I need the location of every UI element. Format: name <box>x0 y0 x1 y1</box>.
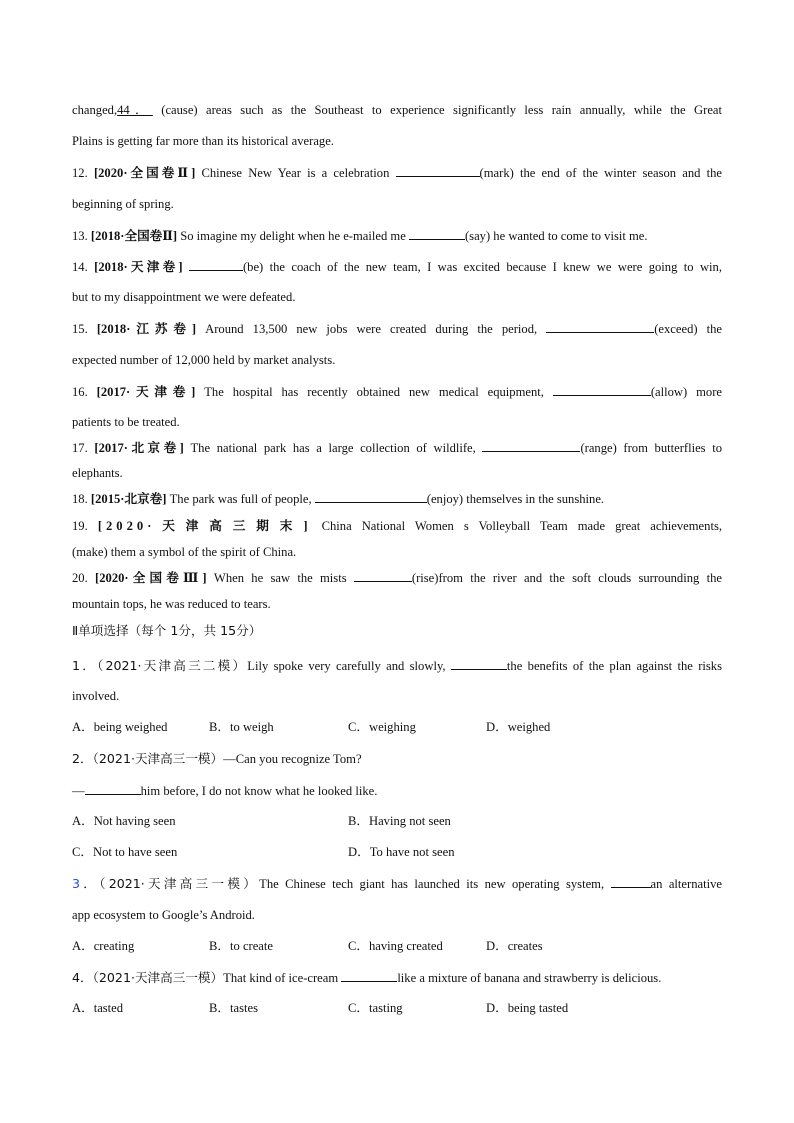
text-line: app ecosystem to Google’s Android. <box>72 908 255 922</box>
question-19 <box>72 518 722 534</box>
question-18 <box>72 490 722 507</box>
text-line: but to my disappointment we were defeated. <box>72 290 296 304</box>
option-d: D．To have not seen <box>348 845 455 859</box>
mc-question-3 <box>72 875 722 892</box>
answer-blank <box>341 969 397 982</box>
mc-question-1 <box>72 657 722 674</box>
option-c: C．weighing <box>348 720 416 734</box>
text-line: expected number of 12,000 held by market analysts. <box>72 353 336 367</box>
text: (enjoy) themselves in the sunshine. <box>426 492 605 506</box>
text: The hospital has recently obtained new medical equipment, <box>195 385 553 399</box>
answer-blank <box>396 164 480 177</box>
answer-blank <box>315 490 427 503</box>
question-16 <box>72 383 722 400</box>
option-c: C．having created <box>348 939 443 953</box>
option-d: D．being tasted <box>486 1001 569 1015</box>
answer-blank <box>189 258 243 271</box>
text-line <box>72 102 722 118</box>
text-line: Plains is getting far more than its historical average. <box>72 134 334 148</box>
source-tag: [2015·北京卷] <box>90 492 167 506</box>
section-title: Ⅱ单项选择（每个 1分，共 15分） <box>72 623 262 638</box>
text: like a mixture of banana and strawberry is delicious. <box>397 971 662 985</box>
q-number: 20. <box>72 571 88 585</box>
text: Around 13,500 new jobs were created during the period, <box>196 322 547 336</box>
text: an alternative <box>650 877 722 891</box>
option-b: B．Having not seen <box>348 814 451 828</box>
text: changed, <box>72 103 118 117</box>
source-tag: [2018·天津卷] <box>94 260 183 274</box>
question-12 <box>72 164 722 181</box>
text: him before, I do not know what he looked like. <box>140 784 378 798</box>
q-number: 16. <box>72 385 88 399</box>
text-line: involved. <box>72 689 120 703</box>
q-number: 17. <box>72 441 88 455</box>
q-number: 3 <box>72 876 81 891</box>
option-a: A．creating <box>72 939 135 953</box>
question-15 <box>72 320 722 337</box>
answer-blank <box>553 383 651 396</box>
text: The Chinese tech giant has launched its new operating system, <box>259 877 611 891</box>
text-line: beginning of spring. <box>72 197 174 211</box>
text: — <box>72 784 85 798</box>
text: The park was full of people, <box>166 492 315 506</box>
text-line: patients to be treated. <box>72 415 180 429</box>
q-number: 18. <box>72 492 88 506</box>
text: (say) he wanted to come to visit me. <box>464 229 648 243</box>
answer-blank <box>451 657 507 670</box>
source-tag: [2020·天津高三期末] <box>97 519 312 533</box>
option-a: A．being weighed <box>72 720 168 734</box>
question-17 <box>72 439 722 456</box>
text-line: elephants. <box>72 466 123 480</box>
answer-blank <box>409 227 465 240</box>
q-head: 2．（2021·天津高三一模） <box>72 751 224 766</box>
text: (cause) areas such as the Southeast to experience significantly less rain annually, while the Great <box>152 103 723 117</box>
text: Lily spoke very carefully and slowly, <box>247 659 451 673</box>
text: (rise)from the river and the soft clouds surrounding the <box>411 571 722 585</box>
q-head: ．（2021·天津高三一模） <box>80 876 260 891</box>
text: Chinese New Year is a celebration <box>195 166 396 180</box>
question-20 <box>72 569 722 586</box>
text: When he saw the mists <box>206 571 354 585</box>
text: (exceed) the <box>654 322 723 336</box>
source-tag: [2020·全国卷Ⅲ] <box>95 571 207 585</box>
source-tag: [2018·全国卷Ⅱ] <box>90 229 178 243</box>
mc-question-2 <box>72 751 722 767</box>
option-c: C．tasting <box>348 1001 403 1015</box>
option-d: D．creates <box>486 939 543 953</box>
text: The national park has a large collection of wildlife, <box>183 441 483 455</box>
q-number: 15. <box>72 322 88 336</box>
text: (allow) more <box>650 385 723 399</box>
q-number: 14. <box>72 260 88 274</box>
text: (range) from butterflies to <box>580 441 723 455</box>
option-b: B．to create <box>209 939 273 953</box>
blank-number: 44． <box>117 103 153 117</box>
text-line <box>72 782 722 799</box>
question-13 <box>72 227 722 244</box>
text-line: (make) them a symbol of the spirit of China. <box>72 545 297 559</box>
text: the benefits of the plan against the risks <box>506 659 722 673</box>
option-b: B．tastes <box>209 1001 258 1015</box>
q-number: 19. <box>72 519 88 533</box>
question-14 <box>72 258 722 275</box>
q-number: 13. <box>72 229 88 243</box>
text-line: mountain tops, he was reduced to tears. <box>72 597 271 611</box>
text: So imagine my delight when he e-mailed me <box>177 229 409 243</box>
answer-blank <box>546 320 654 333</box>
option-d: D．weighed <box>486 720 551 734</box>
option-a: A．Not having seen <box>72 814 176 828</box>
text: China National Women s Volleyball Team made great achievements, <box>311 519 722 533</box>
answer-blank <box>354 569 412 582</box>
source-tag: [2017·天津卷] <box>96 385 196 399</box>
text: (be) the coach of the new team, I was excited because I knew we were going to win, <box>242 260 722 274</box>
q-head: 1．（2021·天津高三二模） <box>72 658 248 673</box>
text: (mark) the end of the winter season and the <box>479 166 723 180</box>
option-a: A．tasted <box>72 1001 124 1015</box>
q-number: 12. <box>72 166 88 180</box>
option-b: B．to weigh <box>209 720 274 734</box>
source-tag: [2018·江苏卷] <box>96 322 197 336</box>
source-tag: [2020·全国卷Ⅱ] <box>93 166 196 180</box>
q-head: 4．（2021·天津高三一模） <box>72 970 224 985</box>
mc-question-4 <box>72 969 722 986</box>
option-c: C．Not to have seen <box>72 845 178 859</box>
answer-blank <box>85 782 141 795</box>
answer-blank <box>611 875 651 888</box>
source-tag: [2017·北京卷] <box>94 441 184 455</box>
text: —Can you recognize Tom? <box>223 752 362 766</box>
answer-blank <box>482 439 580 452</box>
text: That kind of ice-cream <box>223 971 342 985</box>
